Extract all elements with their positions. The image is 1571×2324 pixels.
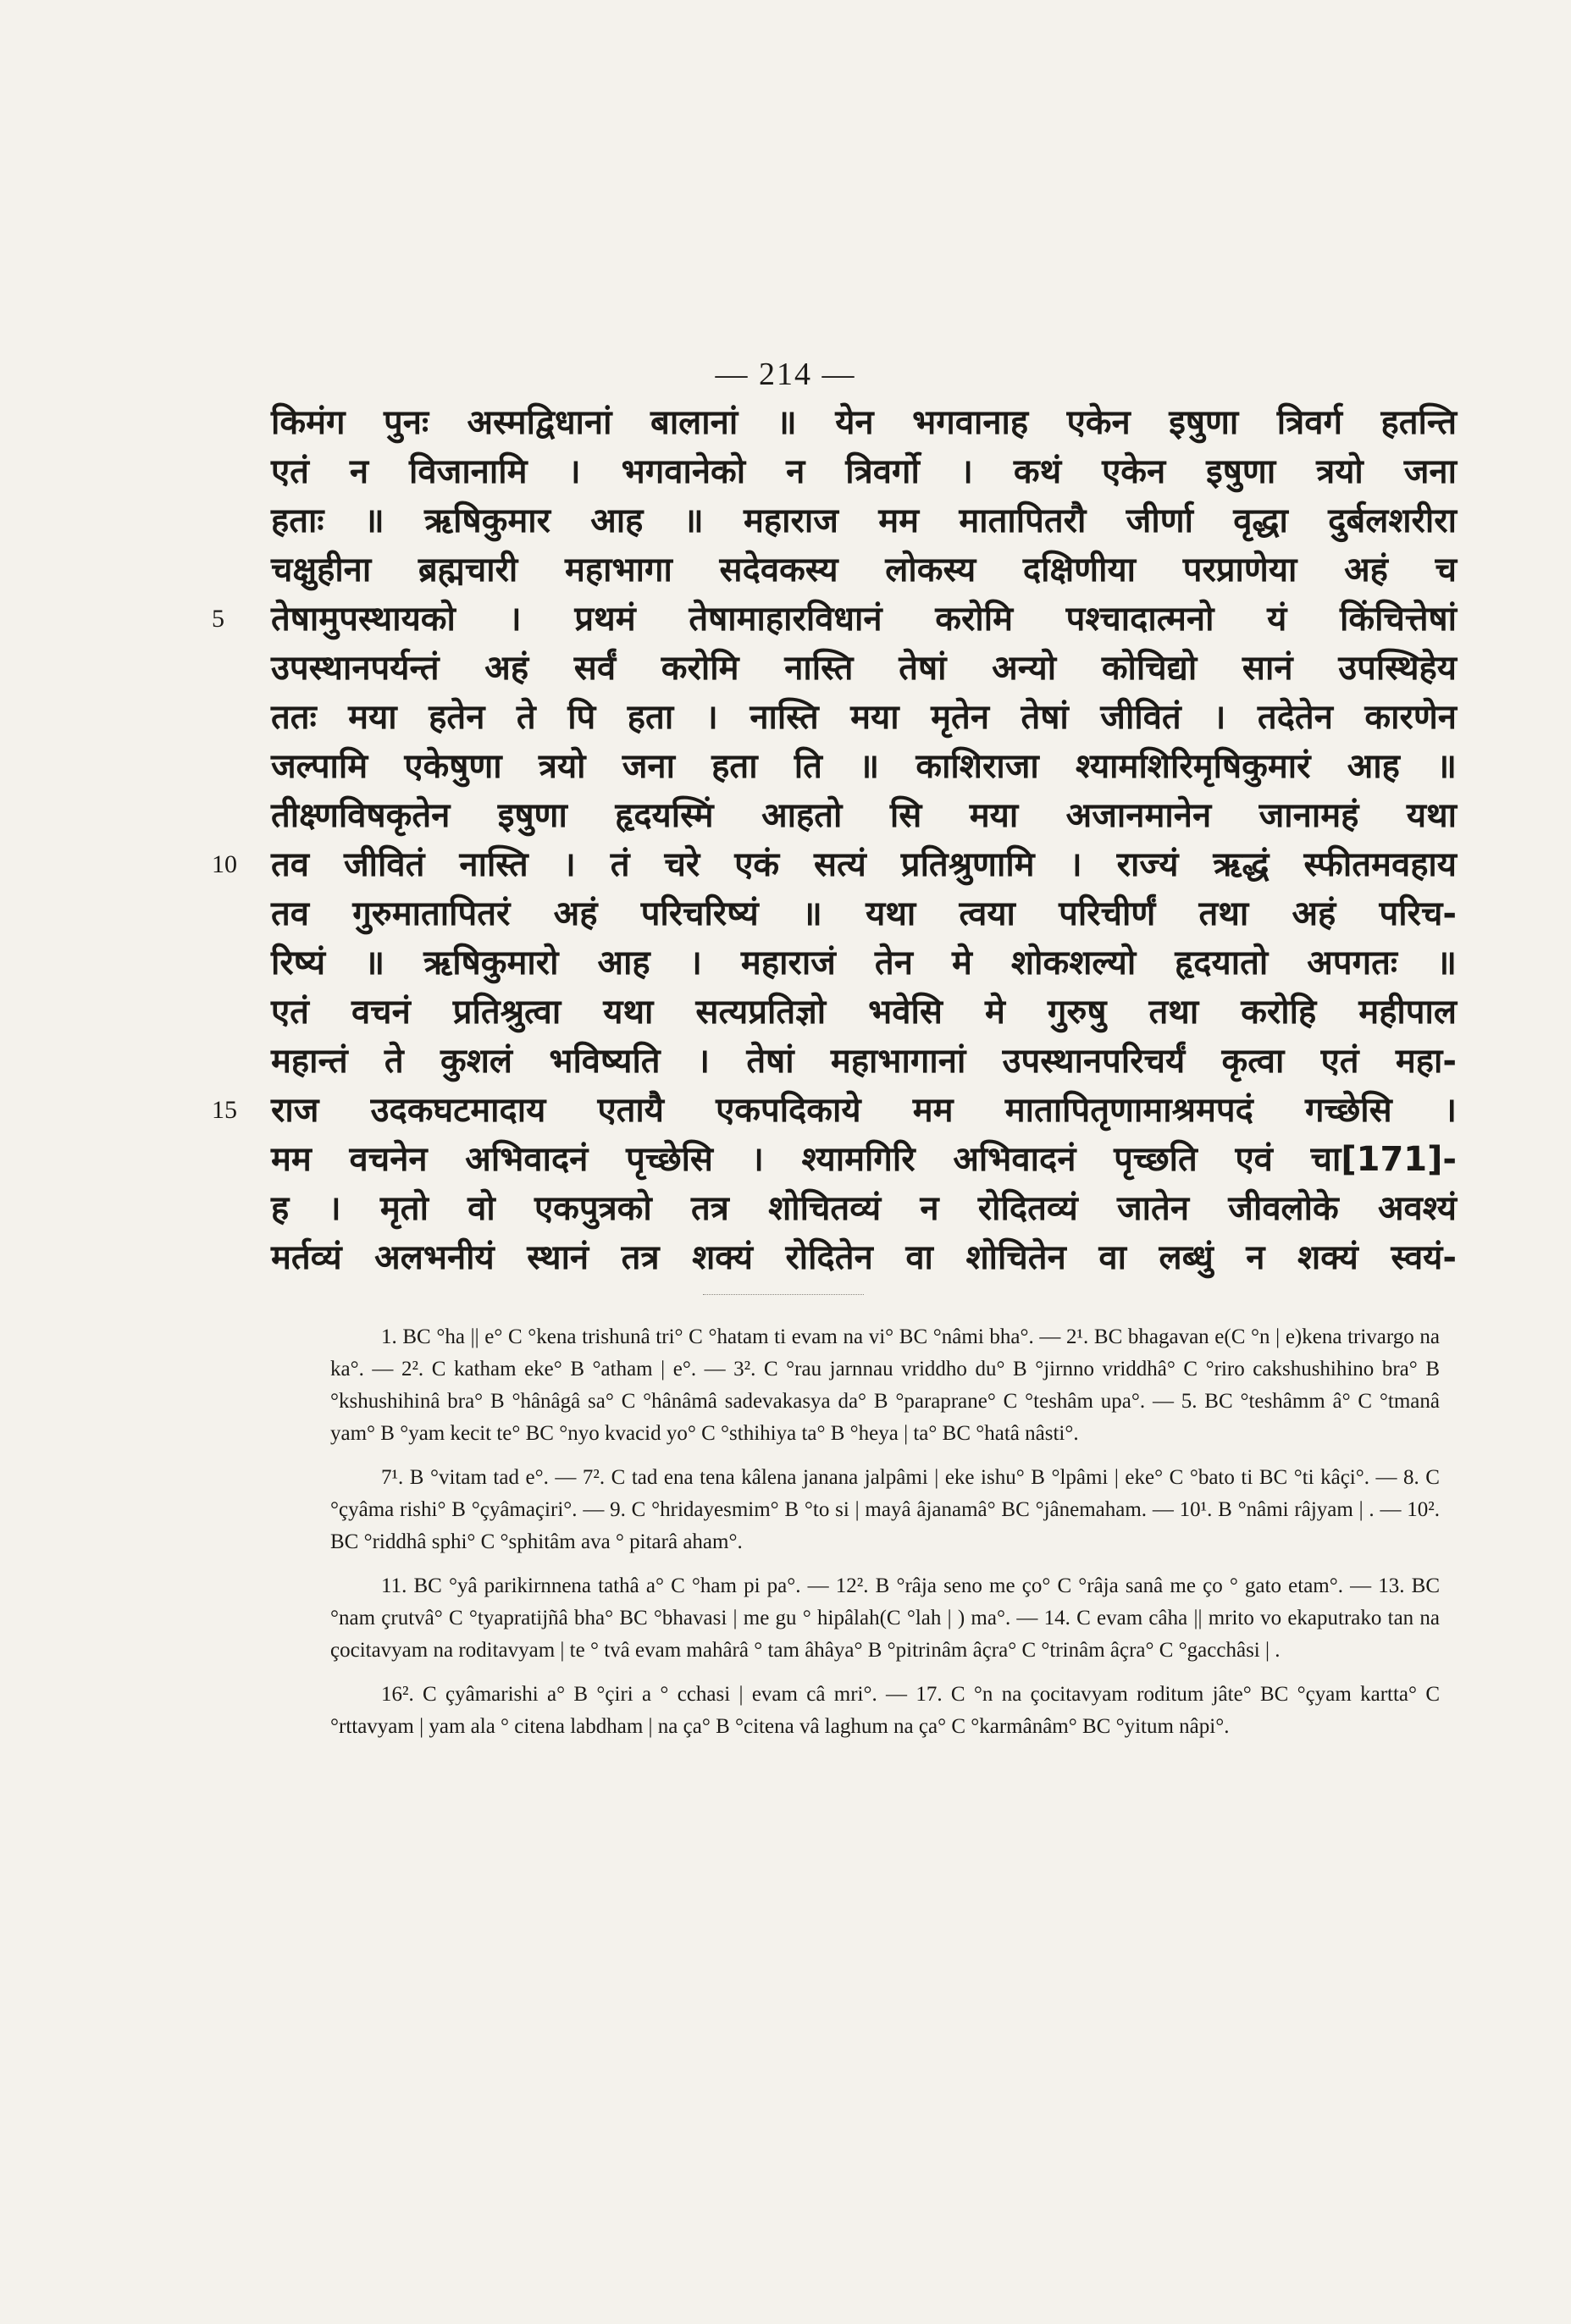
line-number: 10 xyxy=(212,850,237,878)
main-text-line-content: ह । मृतो वो एकपुत्रको तत्र शोचितव्यं न रोदितव्यं जातेन जीवलोके अवश्यं xyxy=(271,1189,1457,1228)
main-text-line-content: किमंग पुनः अस्मद्विधानां बालानां ॥ येन भगवानाह एकेन इषुणा त्रिवर्ग हतन्ति xyxy=(271,403,1457,442)
line-number: 15 xyxy=(212,1096,237,1124)
main-text-line xyxy=(212,1086,1457,1135)
main-text-line xyxy=(271,1184,1457,1233)
main-text-line xyxy=(271,938,1457,988)
main-text-line xyxy=(271,742,1457,791)
main-text-line-content: जल्पामि एकेषुणा त्रयो जना हता ति ॥ काशिराजा श्यामशिरिमृषिकुमारं आह ॥ xyxy=(271,747,1457,786)
main-text-line xyxy=(271,545,1457,595)
main-text-line-content: उपस्थानपर्यन्तं अहं सर्वं करोमि नास्ति तेषां अन्यो कोचिद्यो सानं उपस्थिहेय xyxy=(271,649,1457,688)
main-text-line-content: ततः मया हतेन ते पि हता । नास्ति मया मृतेन तेषां जीवितं । तदेतेन कारणेन xyxy=(271,698,1457,737)
main-text-line xyxy=(271,398,1457,447)
main-text-line xyxy=(271,447,1457,496)
main-text-line-content: राज उदकघटमादाय एतायेै एकपदिकाये मम मातापितृणामाश्रमपदं गच्छेसि । xyxy=(271,1091,1457,1130)
apparatus-note: 16². C çyâmarishi a° B °çiri a ° cchasi | evam câ mri°. — 17. C °n na çocitavyam roditum jâte° BC °çyam kartta° C °rttavyam | yam ala ° citena labdham | na ça° B °citena vâ laghum na ça° C °karmânâm° BC °yitum nâpi°. xyxy=(330,1683,1440,1738)
main-text-line-content: चक्षुहीना ब्रह्मचारी महाभागा सदेवकस्य लोकस्य दक्षिणीया परप्राणेया अहं च xyxy=(271,551,1457,589)
main-text-line xyxy=(271,496,1457,545)
main-text-line xyxy=(212,595,1457,644)
main-text-line xyxy=(271,988,1457,1037)
apparatus-note: 7¹. B °vitam tad e°. — 7². C tad ena tena kâlena janana jalpâmi | eke ishu° B °lpâmi | eke° C °bato ti BC °ti kâçi°. — 8. C °çyâma rishi° B °çyâmaçiri°. — 9. C °hridayesmim° B °to si | mayâ âjanamâ° BC °jânemaham. — 10¹. B °nâmi râjyam | . — 10². BC °riddhâ sphi° C °sphitâm ava ° pitarâ aham°. xyxy=(330,1466,1440,1553)
main-text-line xyxy=(271,644,1457,693)
main-text-line xyxy=(271,791,1457,840)
main-text-line xyxy=(271,1037,1457,1086)
main-text-line xyxy=(271,1233,1457,1282)
critical-apparatus xyxy=(330,1321,1440,1755)
main-text-line xyxy=(271,693,1457,742)
main-text-line xyxy=(271,889,1457,938)
main-text-line-content: हताः ॥ ऋषिकुमार आह ॥ महाराज मम मातापितरौ जीर्णा वृद्धा दुर्बलशरीरा xyxy=(271,501,1457,540)
main-text-line-content: रिष्यं ॥ ऋषिकुमारो आह । महाराजं तेन मे शोकशल्यो हृदयातो अपगतः ॥ xyxy=(271,943,1457,982)
main-text-line-content: तीक्ष्णविषकृतेन इषुणा हृदयस्मिं आहतो सि मया अजानमानेन जानामहं यथा xyxy=(271,796,1457,835)
main-text-line-content: तव जीवितं नास्ति । तं चरे एकं सत्यं प्रतिश्रुणामि । राज्यं ऋद्धं स्फीतमवहाय xyxy=(271,845,1457,884)
page-number: — 214 — xyxy=(715,357,856,392)
main-text-block xyxy=(212,398,1457,1282)
main-text-line xyxy=(212,840,1457,889)
main-text-line-content: महान्तं ते कुशलं भविष्यति । तेषां महाभागानां उपस्थानपरिचर्यं कृत्वा एतं महा- xyxy=(271,1042,1457,1081)
main-text-line-content: मर्तव्यं अलभनीयं स्थानं तत्र शक्यं रोदितेन वा शोचितेन वा लब्धुं न शक्यं स्वयं- xyxy=(271,1238,1457,1277)
footnote-separator xyxy=(703,1294,864,1295)
main-text-line-content: एतं वचनं प्रतिश्रुत्वा यथा सत्यप्रतिज्ञो भवेसि मे गुरुषु तथा करोहि महीपाल xyxy=(271,993,1457,1032)
line-number: 5 xyxy=(212,605,224,633)
main-text-line-content: तव गुरुमातापितरं अहं परिचरिष्यं ॥ यथा त्वया परिचीर्णं तथा अहं परिच- xyxy=(271,894,1457,933)
main-text-line-content: मम वचनेन अभिवादनं पृच्छेसि । श्यामगिरि अभिवादनं पृच्छति एवं चा[171]- xyxy=(271,1140,1457,1179)
main-text-line-content: तेषामुपस्थायको । प्रथमं तेषामाहारविधानं करोमि पश्चादात्मनो यं किंचित्तेषां xyxy=(271,600,1457,639)
apparatus-note: 1. BC °ha || e° C °kena trishunâ tri° C °hatam ti evam na vi° BC °nâmi bha°. — 2¹. BC bhagavan e(C °n | e)kena trivargo na ka°. — 2². C katham eke° B °atham | e°. — 3². C °rau jarnnau vriddho du° B °jirnno vriddhâ° C °riro cakshushihino bra° B °kshushihinâ bra° B °hânâgâ sa° C °hânâmâ sadevakasya da° B °paraprane° C °teshâm upa°. — 5. BC °teshâmm â° C °tmanâ yam° B °yam kecit te° BC °nyo kvacid yo° C °sthihiya ta° B °heya | ta° BC °hatâ nâsti°. xyxy=(330,1325,1440,1445)
main-text-line xyxy=(271,1135,1457,1184)
apparatus-note: 11. BC °yâ parikirnnena tathâ a° C °ham pi pa°. — 12². B °râja seno me ço° C °râja sanâ me ço ° gato etam°. — 13. BC °nam çrutvâ° C °tyapratijñâ bha° BC °bhavasi | me gu ° hipâlah(C °lah | ) ma°. — 14. C evam câha || mrito vo ekaputrako tan na çocitavyam na roditavyam | te ° tvâ evam mahârâ ° tam âhâya° B °pitrinâm âçra° C °trinâm âçra° C °gacchâsi | . xyxy=(330,1574,1440,1662)
main-text-line-content: एतं न विजानामि । भगवानेको न त्रिवर्गो । कथं एकेन इषुणा त्रयो जना xyxy=(271,452,1457,491)
